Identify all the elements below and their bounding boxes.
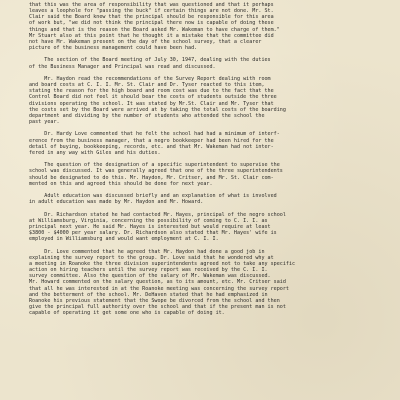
- text-line: Mr Stuart also at this point that he thought it a mistake that the committee did: [29, 32, 274, 39]
- text-line: stating the reason for the high board and room cost was due to the fact that the: [29, 88, 274, 95]
- text-line: leaves a loophole for "passing the buck" if certain things are not done. Mr. St.: [29, 8, 274, 15]
- para-survey-report: [29, 76, 374, 125]
- text-line: that all he was interested in at the Roanoke meeting was concerning the survey report: [29, 285, 289, 292]
- text-line: Roanoke his previous statement that the Swope be divorced from the school and then: [29, 297, 280, 304]
- text-line: Dr. Love commented that he agreed that Mr. Haydon had done a good job in: [29, 248, 265, 255]
- text-line: employed in Williamsburg and would want employment at C. I. I.: [29, 236, 219, 243]
- para-responsibility: [29, 2, 374, 51]
- text-line: past year.: [29, 118, 60, 125]
- text-line: things and that is the reason the Board asked Mr. Wakeman to have charge of them.": [29, 26, 280, 33]
- text-line: of the Business Manager and Principal was read and discussed.: [29, 63, 216, 70]
- text-line: give the principal full authority over the school and that if the present man is not: [29, 303, 286, 310]
- para-superintendent: [29, 162, 374, 187]
- para-board-meeting: [29, 57, 374, 69]
- text-line: principal next year. He said Mr. Hayes is interested but would require at least: [29, 224, 271, 230]
- text-line: and the betterment of the school. Mr. DeHaven stated that he had emphasized in: [29, 291, 268, 298]
- text-line: Dr. Hardy Love commented that he felt the school had had a minimum of interf-: [29, 131, 280, 138]
- text-line: that this was the area of responsibility that was questioned and that it perhaps: [29, 2, 274, 8]
- text-line: The section of the Board meeting of July 30, 1947, dealing with the duties: [29, 57, 271, 64]
- text-line: the costs set by the Board were arrived at by taking the total costs of the boarding: [29, 106, 286, 113]
- text-line: at Williamsburg, Virginia, concerning the possibility of coming to C. I. I. as: [29, 217, 268, 224]
- para-adult-education: [29, 193, 374, 205]
- text-line: not have Mr. Wakeman present on the day of the school survey, that a clearer: [29, 38, 262, 45]
- text-line: action on hiring teachers until the survey report was received by the C. I. I.: [29, 267, 268, 274]
- text-line: in adult education was made by Mr. Haydon and Mr. Howard.: [29, 199, 204, 206]
- text-line: fered in any way with Giles and his duties.: [29, 149, 161, 156]
- text-line: Mr. Haydon read the recommendations of the Survey Report dealing with room: [29, 76, 271, 82]
- text-line: mented on this and agreed this should be done for next year.: [29, 180, 213, 187]
- text-line: capable of operating it get some one who is capable of doing it.: [29, 310, 225, 317]
- para-dr-love: [29, 131, 374, 156]
- text-line: and board costs at C. I. I. Mr. St. Clair and Dr. Tyser reacted to this item,: [29, 82, 265, 89]
- text-line: Adult education was discussed briefly and an explanation of what is involved: [29, 193, 277, 200]
- text-line: of work but, "we did not think the principal there now is capable of doing these: [29, 20, 274, 27]
- text-line: Mr. Howard commented on the salary question, as to its amount, etc. Mr. Critser said: [29, 279, 286, 286]
- text-line: school was discussed. It was generally agreed that one of the three superintendents: [29, 168, 283, 175]
- text-line: erence from the business manager, that a negro bookkeeper had been hired for the: [29, 137, 274, 144]
- text-line: The question of the designation of a specific superintendent to supervise the: [29, 162, 280, 169]
- text-line: department and dividing by the number of students who attended the school the: [29, 112, 265, 119]
- text-line: a meeting in Roanoke the three division superintendents agreed not to take any specific: [29, 261, 296, 267]
- text-line: Dr. Richardson stated he had contacted Mr. Hayes, principal of the negro school: [29, 211, 286, 218]
- para-richardson: [29, 212, 374, 243]
- text-line: detail of buying, bookkeeping, records, etc. and that Mr. Wakeman had not inter-: [29, 143, 274, 150]
- text-line: Control Board did not feel it should bear the costs of students outside the three: [29, 94, 277, 101]
- text-line: $3800 - $4000 per year salary. Dr. Richardson also stated that Mr. Hayes' wife is: [29, 230, 277, 237]
- text-line: survey committee. Also the question of the salary of Mr. Wakeman was discussed.: [29, 273, 271, 280]
- text-line: Clair said the Board knew that the principal should be responsible for this area: [29, 14, 274, 21]
- text-line: picture of the business management could have been had.: [29, 44, 198, 51]
- text-line: explaining the survey report to the group. Dr. Love said that he wondered why at: [29, 254, 274, 261]
- text-line: should be designated to do this. Mr. Haydon, Mr. Critser, and Mr. St. Clair com-: [29, 174, 274, 181]
- para-dr-love-roanoke: [29, 249, 374, 317]
- text-line: divisions operating the school. It was stated by Mr.St. Clair and Mr. Tyser that: [29, 100, 274, 107]
